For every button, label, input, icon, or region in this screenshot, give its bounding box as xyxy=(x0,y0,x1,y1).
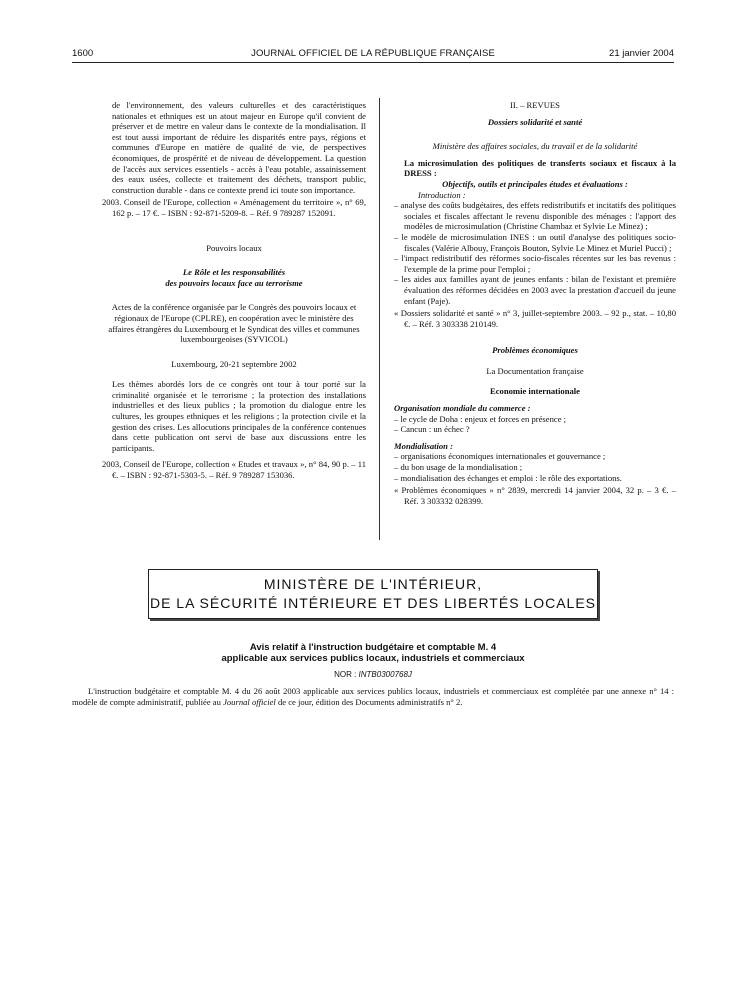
themes-paragraph: Les thèmes abordés lors de ce congrès ont tour à tour porté sur la criminalité organisée et le terrorisme ; la protection des installations industrielles et des lieux publics ; la promotion du dialogue entre les cultures, les groupes ethniques et les religions ; la protection civile et la gestion des crises. Les allocutions principales de la conférence contenues dans cette publication ont servi de base aux discussions entre les participants. xyxy=(112,379,366,453)
page-number: 1600 xyxy=(72,48,94,59)
book-title: Le Rôle et les responsabilités xyxy=(182,267,286,278)
intro-label: Introduction : xyxy=(418,189,466,200)
book-title-line2: des pouvoirs locaux face au terrorisme xyxy=(165,277,303,288)
article-subtitle: Objectifs, outils et principales études et évaluations : xyxy=(442,178,628,189)
avis-title-line2: applicable aux services publics locaux, industriels et commerciaux xyxy=(221,653,525,664)
avis-body xyxy=(72,686,674,708)
list-item: – Cancun : un échec ? xyxy=(394,424,676,435)
citation: « Dossiers solidarité et santé » n° 3, juillet-septembre 2003. – 92 p., stat. – 10,80 €. – Réf. 3 303338 210149. xyxy=(394,308,676,329)
column-divider xyxy=(379,98,380,540)
group-label: Organisation mondiale du commerce : xyxy=(394,403,531,414)
subsection-heading: Dossiers solidarité et santé xyxy=(487,116,583,127)
ministry-line1: MINISTÈRE DE L'INTÉRIEUR, xyxy=(263,576,483,592)
ministry-line2: DE LA SÉCURITÉ INTÉRIEURE ET DES LIBERTÉS LOCALES xyxy=(149,595,597,611)
avis-title: Avis relatif à l'instruction budgétaire et comptable M. 4 xyxy=(249,642,497,653)
list-item: – l'impact redistributif des réformes socio-fiscales récentes sur les bas revenus : l'exemple de la prime pour l'emploi ; xyxy=(394,253,676,274)
contents-list xyxy=(394,200,676,306)
topic-heading: Economie internationale xyxy=(490,386,580,397)
ministry-box xyxy=(148,569,598,619)
group-label: Mondialisation : xyxy=(394,440,453,451)
citation: 2003. Conseil de l'Europe, collection « Aménagement du territoire », n° 69, 162 p. – 17 €. – ISBN : 92-871-5209-8. – Réf. 9 789287 152091. xyxy=(102,197,366,218)
right-column xyxy=(394,100,676,506)
section-heading: II. – REVUES xyxy=(510,100,560,110)
list-item: – analyse des coûts budgétaires, des effets redistributifs et incitatifs des politiques sociales et fiscales affectant le revenu disponible des ménages : l'apport des modèles de microsimulation (Christine Chambaz et Sylvie Le Minez) ; xyxy=(394,200,676,232)
nor-reference xyxy=(72,670,674,679)
journal-reference: Journal officiel xyxy=(223,696,276,707)
list-item: – du bon usage de la mondialisation ; xyxy=(394,462,676,473)
actes-description: Actes de la conférence organisée par le Congrès des pouvoirs locaux et régionaux de l'Europe (CPLRE), en coopération avec le ministère des affaires étrangères du Luxembourg et le Syndicat des villes et communes luxembourgeoises (SYVICOL) xyxy=(108,302,360,345)
place-date: Luxembourg, 20-21 septembre 2002 xyxy=(171,358,297,369)
citation: « Problèmes économiques » n° 2839, mercredi 14 janvier 2004, 32 p. – 3 €. – Réf. 3 303332 028399. xyxy=(394,485,676,506)
issue-date: 21 janvier 2004 xyxy=(609,48,674,59)
publisher: La Documentation française xyxy=(486,365,584,376)
avis-body-text-end: de ce jour, édition des Documents administratifs n° 2. xyxy=(275,696,463,707)
intro-paragraph: de l'environnement, des valeurs culturelles et des caractéristiques nationales et ethniques est un atout majeur en Europe qu'il convient de préserver et de mettre en valeur dans le contexte de la mondialisation. Il est tout aussi important de réduire les disparités entre pays, régions et communes d'Europe en matière de qualité de vie, de perspectives économiques, de prospérité et de niveau de développement. La question de l'accès aux services essentiels - accès à l'eau potable, assainissement des eaux usées, collecte et traitement des déchets, transport public, construction durable - dans ce contexte prend ici toute son importance. xyxy=(112,100,366,195)
running-header xyxy=(72,48,674,62)
journal-title: JOURNAL OFFICIEL DE LA RÉPUBLIQUE FRANÇAISE xyxy=(251,48,495,59)
citation: 2003, Conseil de l'Europe, collection « Etudes et travaux », n° 84, 90 p. – 11 €. – ISBN : 92-871-5303-5. – Réf. 9 789287 153036. xyxy=(102,459,366,481)
mondialisation-list xyxy=(394,451,676,483)
subsection-heading: Problèmes économiques xyxy=(492,345,578,356)
list-item: – le cycle de Doha : enjeux et forces en présence ; xyxy=(394,414,676,425)
list-item: – le modèle de microsimulation INES : un outil d'analyse des politiques socio-fiscales (Valérie Albouy, François Bouton, Sylvie Le Minez et Muriel Pucci) ; xyxy=(394,232,676,253)
ministry-name: Ministère des affaires sociales, du travail et de la solidarité xyxy=(432,141,638,152)
list-item: – les aides aux familles ayant de jeunes enfants : bilan de l'existant et première évaluation des réformes décidées en 2003 avec la prestation d'accueil du jeune enfant (Paje). xyxy=(394,274,676,306)
nor-label: NOR : xyxy=(334,670,357,679)
section-heading: Pouvoirs locaux xyxy=(206,242,262,253)
left-column xyxy=(102,100,366,481)
list-item: – mondialisation des échanges et emploi : le rôle des exportations. xyxy=(394,473,676,484)
list-item: – organisations économiques internationales et gouvernance ; xyxy=(394,451,676,462)
avis-body-text: L'instruction budgétaire et comptable M. 4 du 26 août 2003 applicable aux services publics locaux, industriels et commerciaux est complétée par une annexe n° 14 : modèle de compte administratif, publiée au xyxy=(72,686,674,707)
header-rule xyxy=(72,62,674,63)
nor-code: INTB0300768J xyxy=(358,670,412,679)
article-title: La microsimulation des politiques de transferts sociaux et fiscaux à la DRESS : xyxy=(404,157,676,179)
org-list xyxy=(394,414,676,435)
